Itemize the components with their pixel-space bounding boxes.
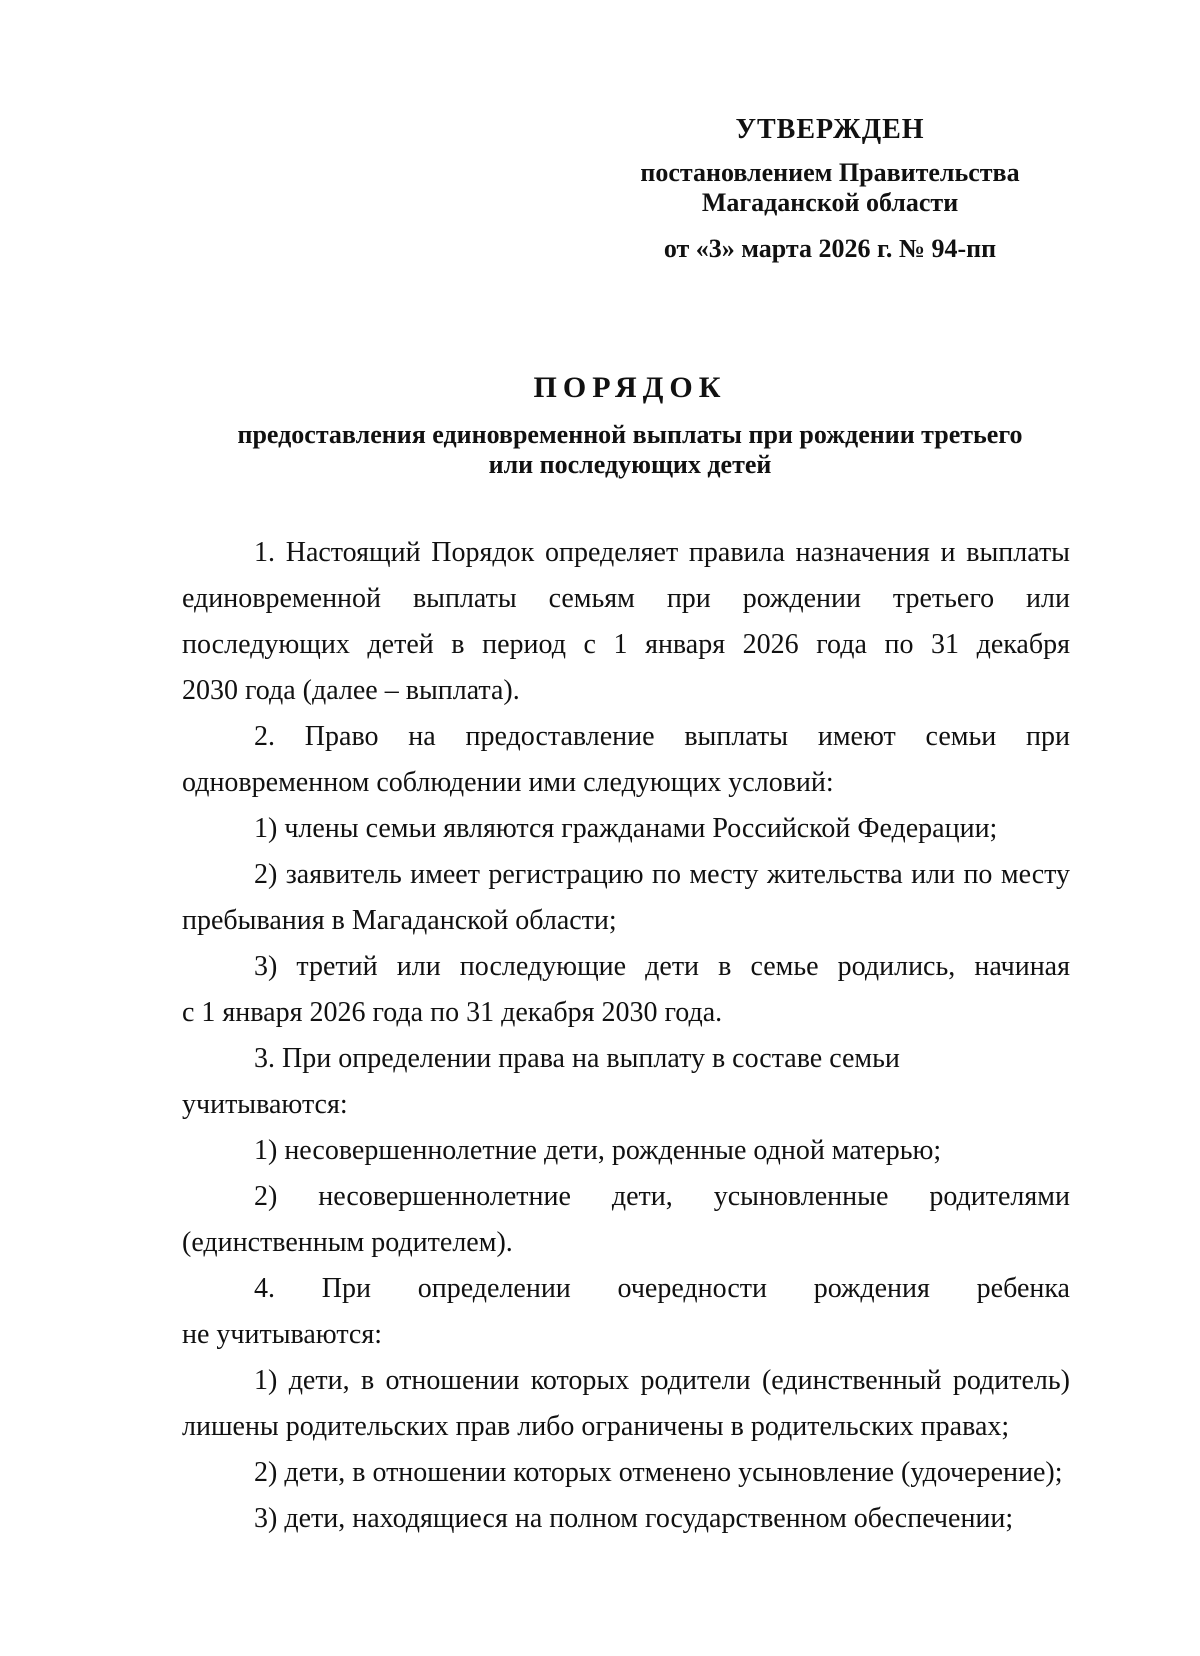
paragraph-3-item-2-line-2: (единственным родителем). [182,1227,513,1258]
approval-title: УТВЕРЖДЕН [735,114,925,145]
paragraph-1-line-3: последующих детей в период с 1 января 2026 года по 31 декабря [182,629,1070,660]
document-body [182,530,1070,1542]
paragraph-3-line-1: 3. При определении права на выплату в составе семьи учитываются: [182,1043,900,1120]
paragraph-2-line-1: 2. Право на предоставление выплаты имеют семьи при [254,721,1070,752]
document-subheading-line-1: предоставления единовременной выплаты при рождении третьего [237,420,1023,449]
paragraph-4-line-2: не учитываются: [182,1319,383,1350]
paragraph-1-line-4: 2030 года (далее – выплата). [182,675,520,706]
approval-stamp [610,110,1050,264]
paragraph-2-item-2-line-2: пребывания в Магаданской области; [182,905,617,936]
document-title-block [200,368,1060,480]
document-subheading-line-2: или последующих детей [488,450,772,479]
paragraph-2-item-3-line-1: 3) третий или последующие дети в семье родились, начиная [254,951,1070,982]
approval-line-1: постановлением Правительства [640,158,1020,187]
approval-line-2: Магаданской области [701,188,959,217]
paragraph-2-item-1: 1) члены семьи являются гражданами Российской Федерации; [254,813,998,844]
paragraph-4-item-1-line-2: лишены родительских прав либо ограничены в родительских правах; [182,1411,1010,1442]
paragraph-3-item-1: 1) несовершеннолетние дети, рожденные одной матерью; [254,1135,942,1166]
paragraph-1-line-1: 1. Настоящий Порядок определяет правила назначения и выплаты [254,537,1070,568]
document-heading: ПОРЯДОК [533,371,727,404]
paragraph-4-line-1: 4. При определении очередности рождения ребенка [254,1273,1070,1304]
approval-date-line: от «3» марта 2026 г. № 94-пп [663,234,997,263]
paragraph-4-item-3: 3) дети, находящиеся на полном государственном обеспечении; [254,1503,1014,1534]
paragraph-4-item-1-line-1: 1) дети, в отношении которых родители (единственный родитель) [254,1365,1070,1396]
paragraph-2-item-3-line-2: с 1 января 2026 года по 31 декабря 2030 года. [182,997,723,1028]
paragraph-3-item-2-line-1: 2) несовершеннолетние дети, усыновленные родителями [254,1181,1070,1212]
paragraph-2-line-2: одновременном соблюдении ими следующих условий: [182,767,834,798]
paragraph-1-line-2: единовременной выплаты семьям при рождении третьего или [182,583,1070,614]
paragraph-4-item-2: 2) дети, в отношении которых отменено усыновление (удочерение); [254,1457,1063,1488]
paragraph-2-item-2-line-1: 2) заявитель имеет регистрацию по месту жительства или по месту [254,859,1070,890]
